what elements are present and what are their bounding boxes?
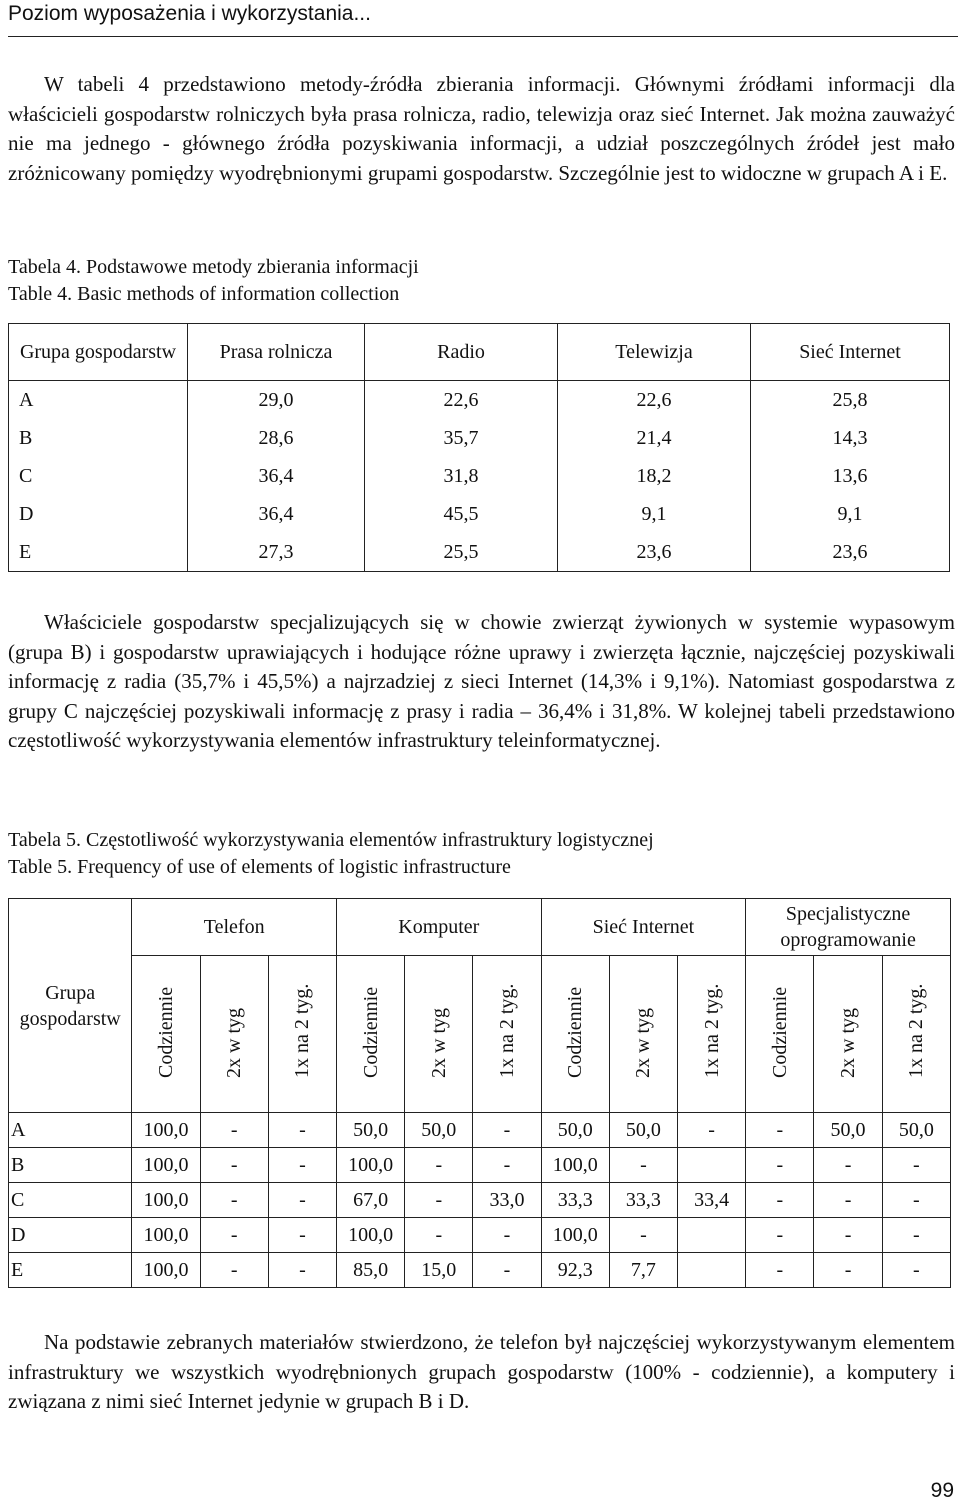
table-cell: 100,0 [132,1253,200,1288]
table-cell: 36,4 [188,457,365,495]
table-cell: 9,1 [751,495,950,533]
table4-header-cell: Telewizja [558,324,751,381]
table5-caption-en: Table 5. Frequency of use of elements of logistic infrastructure [8,856,511,878]
table-cell: 9,1 [558,495,751,533]
table-cell: - [200,1218,268,1253]
table-cell: 85,0 [337,1253,405,1288]
table5-frequency-header [746,956,814,1113]
frequency-label: 2x w tyg [837,1008,860,1078]
table5-frequency-header [882,956,950,1113]
table-cell: - [268,1148,336,1183]
table-cell: - [200,1148,268,1183]
table-row [9,1113,951,1148]
frequency-label: Codziennie [564,986,587,1078]
table-cell: 100,0 [337,1148,405,1183]
table-cell: B [9,419,188,457]
table-cell: 23,6 [558,533,751,572]
table-cell: 21,4 [558,419,751,457]
table-cell: - [609,1148,677,1183]
frequency-label: Codziennie [154,986,177,1078]
table4-header-cell: Grupa gospodarstw [9,324,188,381]
table-cell: 100,0 [132,1183,200,1218]
table-cell [678,1253,746,1288]
table5-frequency-header [814,956,882,1113]
table-cell: 22,6 [558,381,751,420]
table-cell: C [9,457,188,495]
table4-header-cell: Prasa rolnicza [188,324,365,381]
table-cell: 18,2 [558,457,751,495]
table-cell: 35,7 [365,419,558,457]
table-cell: 100,0 [541,1218,609,1253]
table-cell [678,1148,746,1183]
table5-frequency-header [132,956,200,1113]
table-row [9,1183,951,1218]
running-header: Poziom wyposażenia i wykorzystania... [8,2,371,25]
table-5 [8,898,951,1288]
frequency-label: 2x w tyg [223,1008,246,1078]
table-row [9,381,950,420]
table-cell: - [882,1183,950,1218]
table5-frequency-header [541,956,609,1113]
table-cell: 50,0 [541,1113,609,1148]
paragraph-conclusion: Na podstawie zebranych materiałów stwierdzono, że telefon był najczęściej wykorzystywanym elementem infrastruktury we wszystkich wyodrębnionych grupach gospodarstw (100% - codziennie), a komputery i związana z nimi sieć Internet jedynie w grupach B i D. [8,1330,955,1413]
table-cell: B [9,1148,132,1183]
table-cell: A [9,381,188,420]
table-cell: - [746,1218,814,1253]
table-cell: 7,7 [609,1253,677,1288]
table-cell: 27,3 [188,533,365,572]
table-cell: - [268,1253,336,1288]
table4-header-row [9,324,950,381]
table-cell: 36,4 [188,495,365,533]
table-cell: - [882,1218,950,1253]
table-cell: 100,0 [132,1113,200,1148]
table5-frequency-header [268,956,336,1113]
table-cell: - [405,1218,473,1253]
table-row [9,457,950,495]
page-number: 99 [930,1479,954,1502]
table-cell: 67,0 [337,1183,405,1218]
table4-caption-pl: Tabela 4. Podstawowe metody zbierania informacji [8,256,419,278]
table-cell [678,1218,746,1253]
table-cell: 45,5 [365,495,558,533]
table5-column-group: Komputer [337,899,542,956]
table-cell: D [9,1218,132,1253]
table-cell: 50,0 [609,1113,677,1148]
header-divider [8,36,958,37]
table-row [9,1148,951,1183]
frequency-label: 2x w tyg [632,1008,655,1078]
table5-body [9,1113,951,1288]
table-cell: 92,3 [541,1253,609,1288]
table-cell: - [473,1253,541,1288]
table5-column-group: Sieć Internet [541,899,746,956]
table5-frequency-header [200,956,268,1113]
table5-frequency-header [609,956,677,1113]
table-cell: - [882,1253,950,1288]
table-cell: 33,3 [609,1183,677,1218]
table5-column-group: Specjalistyczne oprogramowanie [746,899,951,956]
table5-frequency-header [337,956,405,1113]
table-4 [8,323,950,572]
frequency-label: 1x na 2 tyg. [700,983,723,1078]
table-cell: - [882,1148,950,1183]
table-cell: E [9,1253,132,1288]
table4-header-cell: Sieć Internet [751,324,950,381]
table-row [9,533,950,572]
table-cell: - [268,1113,336,1148]
table-cell: - [746,1253,814,1288]
frequency-label: Codziennie [768,986,791,1078]
table-row [9,495,950,533]
table-cell: - [473,1113,541,1148]
table-cell: - [405,1183,473,1218]
table-cell: 50,0 [405,1113,473,1148]
table-cell: - [609,1218,677,1253]
table5-caption-pl: Tabela 5. Częstotliwość wykorzystywania elementów infrastruktury logistycznej [8,829,654,851]
table-row [9,1253,951,1288]
table-cell: - [746,1148,814,1183]
table-cell: 31,8 [365,457,558,495]
table5-group-header: Grupa gospodarstw [9,899,132,1113]
table-cell: 23,6 [751,533,950,572]
table5-column-group: Telefon [132,899,337,956]
table-cell: - [473,1148,541,1183]
table-cell: - [746,1113,814,1148]
table-cell: - [814,1218,882,1253]
table-row [9,419,950,457]
table-cell: 50,0 [337,1113,405,1148]
table-cell: 33,3 [541,1183,609,1218]
table-cell: D [9,495,188,533]
table-cell: C [9,1183,132,1218]
table4-header-cell: Radio [365,324,558,381]
table-cell: E [9,533,188,572]
table-cell: 28,6 [188,419,365,457]
table-cell: - [678,1113,746,1148]
table-cell: 15,0 [405,1253,473,1288]
table-cell: - [268,1218,336,1253]
table-cell: A [9,1113,132,1148]
frequency-label: 1x na 2 tyg. [905,983,928,1078]
table-cell: - [473,1218,541,1253]
table-cell: 13,6 [751,457,950,495]
table-cell: - [814,1148,882,1183]
table-cell: 14,3 [751,419,950,457]
table-cell: 50,0 [882,1113,950,1148]
table-cell: 25,8 [751,381,950,420]
table-cell: - [746,1183,814,1218]
table-cell: - [814,1183,882,1218]
table5-group-header-row [9,899,951,956]
table5-frequency-header [678,956,746,1113]
table-cell: - [814,1253,882,1288]
table-cell: 100,0 [132,1218,200,1253]
table-row [9,1218,951,1253]
table-cell: - [200,1113,268,1148]
table-cell: - [405,1148,473,1183]
table-cell: - [200,1253,268,1288]
frequency-label: 1x na 2 tyg. [291,983,314,1078]
table-cell: 50,0 [814,1113,882,1148]
table-cell: 33,4 [678,1183,746,1218]
table-cell: - [200,1183,268,1218]
table5-frequency-header [473,956,541,1113]
table-cell: 25,5 [365,533,558,572]
table5-frequency-row [9,956,951,1113]
table-cell: 33,0 [473,1183,541,1218]
table4-caption-en: Table 4. Basic methods of information collection [8,283,400,305]
table-cell: 100,0 [541,1148,609,1183]
table-cell: 22,6 [365,381,558,420]
table-cell: 100,0 [337,1218,405,1253]
table-cell: - [268,1183,336,1218]
frequency-label: Codziennie [359,986,382,1078]
table5-frequency-header [405,956,473,1113]
frequency-label: 1x na 2 tyg. [496,983,518,1078]
table-cell: 100,0 [132,1148,200,1183]
frequency-label: 2x w tyg [427,1008,450,1078]
paragraph-discussion: Właściciele gospodarstw specjalizujących się w chowie zwierząt żywionych w systemie wypasowym (grupa B) i gospodarstw uprawiających i hodujące różne uprawy i zwierzęta łącznie, najczęściej pozyskiwali informację z radia (35,7% i 45,5%) a najrzadziej z sieci Internet (14,3% i 9,1%). Natomiast gospodarstwa z grupy C najczęściej pozyskiwali informację z prasy i radia – 36,4% i 31,8%. W kolejnej tabeli przedstawiono częstotliwość wykorzystywania elementów infrastruktury teleinformatycznej. [8,610,955,752]
table-cell: 29,0 [188,381,365,420]
paragraph-intro: W tabeli 4 przedstawiono metody-źródła zbierania informacji. Głównymi źródłami informacji dla właścicieli gospodarstw rolniczych była prasa rolnicza, radio, telewizja oraz sieć Internet. Jak można zauważyć nie ma jednego - głównego źródła pozyskiwania informacji, a udział poszczególnych źródeł jest mało zróżnicowany pomiędzy wyodrębnionymi grupami gospodarstw. Szczególnie jest to widoczne w grupach A i E. [8,72,955,185]
